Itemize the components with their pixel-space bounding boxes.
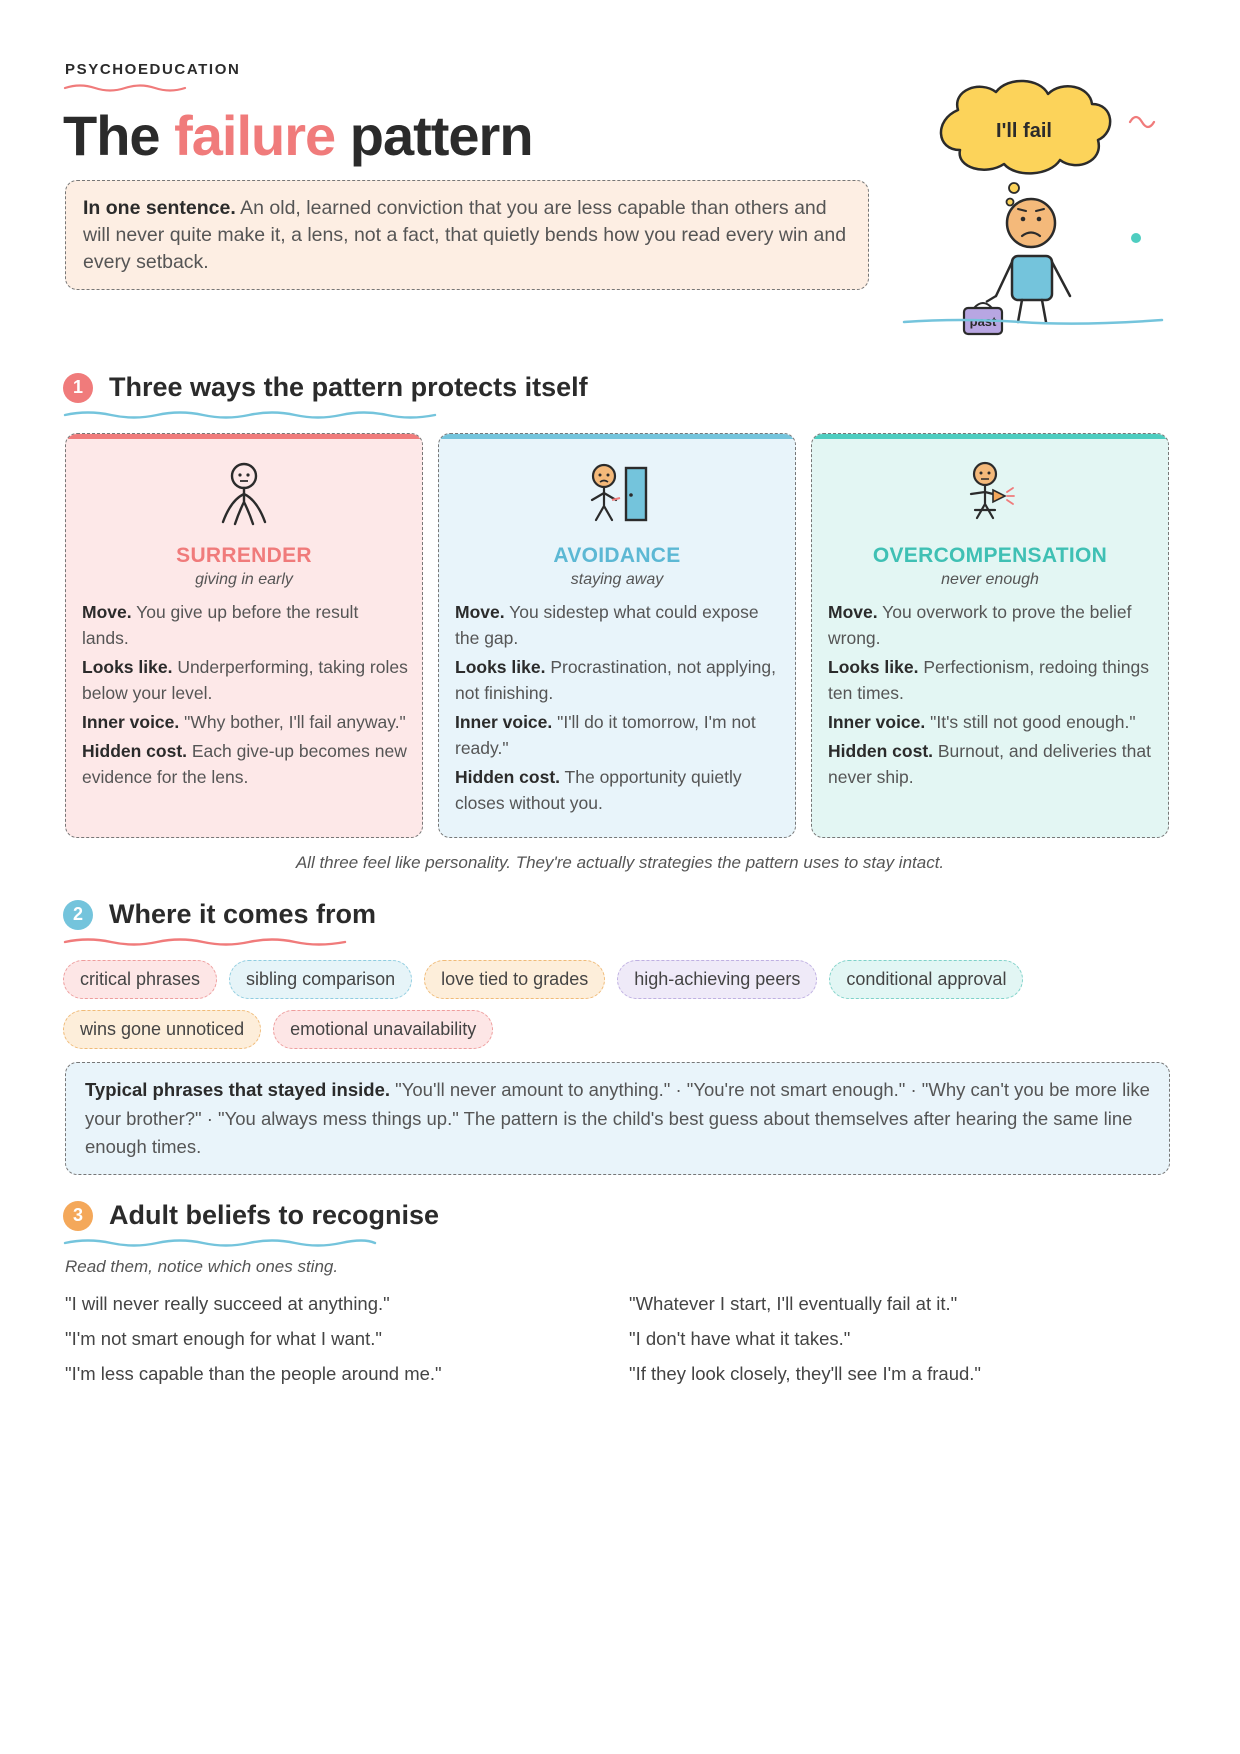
card-looks-like: Looks like. Perfectionism, redoing things ten times.: [828, 657, 1149, 703]
section-1-number: 1: [63, 373, 93, 403]
card-hidden-cost: Hidden cost. Each give-up becomes new evidence for the lens.: [82, 741, 407, 787]
surrender-figure-icon: [209, 460, 279, 530]
phrases-text: "You'll never amount to anything." · "You're not smart enough." · "Why can't you be more like your brother?" · "You always mess things up." The pattern is the child's best guess about themselves after hearing the same line enough times.: [85, 1079, 1150, 1157]
card-title: OVERCOMPENSATION: [872, 544, 1108, 567]
card-title: AVOIDANCE: [553, 544, 681, 567]
card-move: Move. You give up before the result lands.: [82, 602, 359, 648]
card-looks-like: Looks like. Procrastination, not applying, not finishing.: [455, 657, 777, 703]
chip-sibling-comparison: sibling comparison: [229, 960, 412, 999]
squiggle-icon: [1130, 117, 1154, 127]
chip-emotional-unavailability: emotional unavailability: [273, 1010, 493, 1049]
chip-love-tied-to-grades: love tied to grades: [424, 960, 605, 999]
section-2-number: 2: [63, 900, 93, 930]
card-move: Move. You sidestep what could expose the gap.: [455, 602, 759, 648]
section-1-title: Three ways the pattern protects itself: [109, 372, 588, 402]
section-1-underline: [63, 409, 439, 421]
section-3-heading: [63, 1200, 439, 1231]
beliefs-right-column: [629, 1286, 981, 1391]
chip-critical-phrases: critical phrases: [63, 960, 217, 999]
card-hidden-cost: Hidden cost. Burnout, and deliveries that never ship.: [828, 741, 1151, 787]
eyebrow-underline: [63, 82, 188, 92]
chip-wins-gone-unnoticed: wins gone unnoticed: [63, 1010, 261, 1049]
belief-item: "I don't have what it takes.": [629, 1328, 851, 1349]
belief-item: "Whatever I start, I'll eventually fail at it.": [629, 1293, 958, 1314]
title-post: pattern: [335, 104, 533, 167]
card-inner-voice: Inner voice. "Why bother, I'll fail anyway.": [82, 712, 406, 732]
cards-caption: All three feel like personality. They're actually strategies the pattern uses to stay intact.: [295, 853, 945, 872]
title-accent: failure: [174, 104, 336, 167]
section-3-title: Adult beliefs to recognise: [109, 1200, 440, 1230]
card-surrender: [65, 433, 423, 838]
card-move: Move. You overwork to prove the belief wrong.: [828, 602, 1132, 648]
card-hidden-cost: Hidden cost. The opportunity quietly closes without you.: [455, 767, 742, 813]
section-1-heading: [63, 372, 588, 403]
card-overcompensation: [811, 433, 1169, 838]
belief-item: "If they look closely, they'll see I'm a fraud.": [629, 1363, 981, 1384]
summary-box: [65, 180, 869, 290]
chip-conditional-approval: conditional approval: [829, 960, 1023, 999]
section-3-number: 3: [63, 1201, 93, 1231]
hero-illustration: [900, 70, 1190, 350]
belief-item: "I'm less capable than the people around me.": [65, 1363, 442, 1384]
card-avoidance: [438, 433, 796, 838]
belief-item: "I'm not smart enough for what I want.": [65, 1328, 382, 1349]
summary-lead: In one sentence.: [83, 197, 236, 219]
overcompensation-figure-icon: [955, 460, 1025, 530]
beliefs-left-column: [65, 1286, 442, 1391]
section-3-underline: [63, 1237, 379, 1249]
phrases-lead: Typical phrases that stayed inside.: [85, 1079, 391, 1100]
section-2-title: Where it comes from: [109, 899, 377, 929]
card-subtitle: never enough: [941, 571, 1039, 588]
card-title: SURRENDER: [176, 544, 312, 567]
section-2-underline: [63, 936, 349, 948]
page-title: [63, 100, 533, 172]
summary-text: An old, learned conviction that you are less capable than others and will never quite make it, a lens, not a fact, that quietly bends how you read every win and every setback.: [83, 197, 847, 273]
typical-phrases-box: [65, 1062, 1170, 1175]
origin-chips: [63, 960, 1173, 1049]
dot-icon: [1131, 233, 1141, 243]
card-subtitle: giving in early: [195, 571, 293, 588]
belief-item: "I will never really succeed at anything.": [65, 1293, 390, 1314]
beliefs-note: Read them, notice which ones sting.: [65, 1257, 339, 1276]
sad-face-icon: [1007, 199, 1055, 247]
ground-line: [904, 320, 1162, 324]
section-2-heading: [63, 899, 376, 930]
thought-text: I'll fail: [996, 120, 1052, 142]
card-inner-voice: Inner voice. "I'll do it tomorrow, I'm not ready.": [455, 712, 756, 758]
title-pre: The: [63, 104, 175, 167]
avoidance-figure-icon: [582, 460, 652, 530]
bag-label: past: [969, 314, 997, 329]
card-subtitle: staying away: [570, 571, 664, 588]
card-inner-voice: Inner voice. "It's still not good enough.": [828, 712, 1136, 732]
eyebrow-label: PSYCHOEDUCATION: [65, 61, 241, 78]
body-icon: [1012, 256, 1052, 300]
chip-high-achieving-peers: high-achieving peers: [617, 960, 817, 999]
card-looks-like: Looks like. Underperforming, taking roles below your level.: [82, 657, 408, 703]
